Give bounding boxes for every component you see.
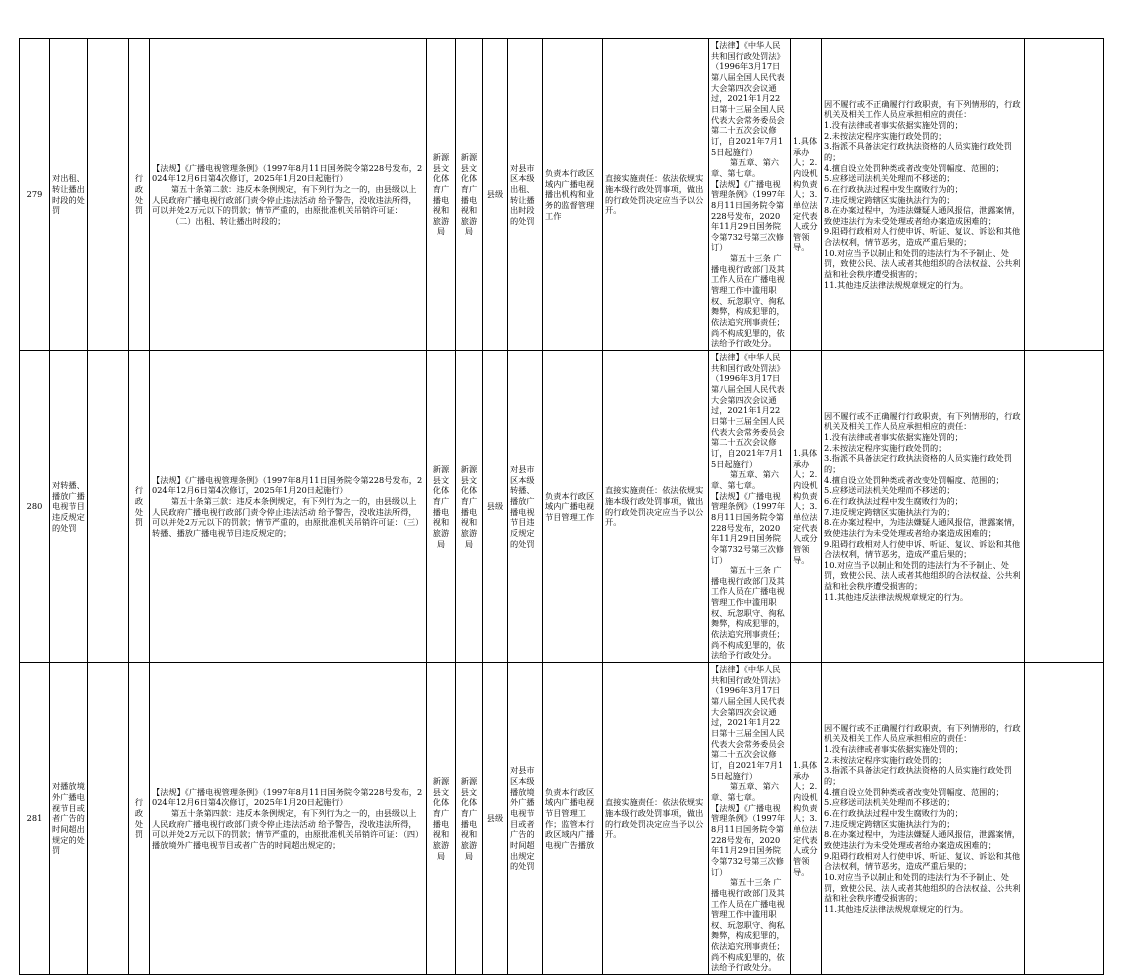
- responsible-subject: 1.具体承办人；2.内设机构负责人；3.单位法定代表人或分管领导。: [791, 39, 822, 351]
- item-type: 行政处罚: [129, 663, 150, 975]
- accountability-item: 7.违反规定跨辖区实施执法行为的；: [824, 818, 955, 829]
- accountability-item: 3.指派不具备法定行政执法资格的人员实施行政处罚的；: [824, 453, 1012, 474]
- accountability-item: 8.在办案过程中，为违法嫌疑人通风报信，泄露案情，致使违法行为未受处理或者给办案造成困难的；: [824, 205, 1021, 226]
- implementing-department: 新源县文化体育广播电视和旅游局: [456, 663, 483, 975]
- administrative-level: 县级: [483, 39, 508, 351]
- accountability-item: 11.其他违反法律法规规章规定的行为。: [824, 591, 969, 602]
- accountability-situations: [822, 663, 1025, 975]
- accountability-item: 2.未按法定程序实施行政处罚的；: [824, 754, 947, 765]
- law-paragraph: 【法律】《中华人民共和国行政处罚法》（1996年3月17日第八届全国人民代表大会第四次会议通过，2021年1月22日第十三届全国人民代表大会常务委员会第二十五次会议修订，自2021年7月15日起施行）: [711, 40, 785, 157]
- accountability-item: 因不履行或不正确履行行政职责，有下列情形的，行政机关及相关工作人员应承担相应的责任：: [824, 98, 1021, 120]
- accountability-law: [709, 663, 791, 975]
- duty-description: 负责本行政区域内广播电视节目管理工作；监管本行政区域内广播电视广告播放: [543, 663, 603, 975]
- accountability-item: 6.在行政执法过程中发生腐败行为的；: [824, 495, 963, 506]
- legal-basis: [150, 663, 427, 975]
- accountability-item: 1.没有法律或者事实依据实施处罚的；: [824, 743, 963, 754]
- responsibility-content: 直接实施责任：依法依规实施本级行政处罚事项，做出的行政处罚决定应当予以公开。: [603, 39, 709, 351]
- table-row: [20, 663, 1104, 975]
- accountability-item: 7.违反规定跨辖区实施执法行为的；: [824, 194, 955, 205]
- accountability-item: 10.对应当予以制止和处罚的违法行为不予制止、处罚，致使公民、法人或者其他组织的合法权益、公共利益和社会秩序遭受损害的；: [824, 247, 1021, 280]
- responsible-department: 新源县文化体育广播电视和旅游局: [427, 351, 456, 663]
- accountability-situations: [822, 351, 1025, 663]
- duty-description: 负责本行政区域内广播电视播出机构和业务的监督管理工作: [543, 39, 603, 351]
- item-name: 对播放境外广播电视节目或者广告的时间超出规定的处罚: [50, 663, 88, 975]
- accountability-item: 3.指派不具备法定行政执法资格的人员实施行政处罚的；: [824, 141, 1012, 162]
- accountability-item: 9.阻碍行政相对人行使申诉、听证、复议、诉讼和其他合法权利，情节恶劣，造成严重后果的；: [824, 226, 1021, 248]
- law-paragraph: 【法律】《中华人民共和国行政处罚法》（1996年3月17日第八届全国人民代表大会第四次会议通过，2021年1月22日第十三届全国人民代表大会常务委员会第二十五次会议修订，自2021年7月15日起施行）: [711, 664, 785, 781]
- accountability-item: 因不履行或不正确履行行政职责，有下列情形的，行政机关及相关工作人员应承担相应的责任：: [824, 722, 1021, 744]
- law-paragraph: 【法规】《广播电视管理条例》（1997年8月11日国务院令第228号发布，2020年11月29日国务院令第732号第三次修订）: [711, 802, 786, 877]
- legal-basis-item: （二）出租、转让播出时段的；: [170, 215, 286, 226]
- accountability-item: 6.在行政执法过程中发生腐败行为的；: [824, 183, 963, 194]
- item-number: 280: [20, 351, 50, 663]
- table-row: [20, 39, 1104, 351]
- accountability-item: 2.未按法定程序实施行政处罚的；: [824, 442, 947, 453]
- accountability-item: 4.擅自设立处罚种类或者改变处罚幅度、范围的；: [824, 786, 1004, 797]
- accountability-item: 8.在办案过程中，为违法嫌疑人通风报信，泄露案情，致使违法行为未受处理或者给办案造成困难的；: [824, 517, 1021, 538]
- implementation-scope: 对县市区本级出租、转让播出时段的处罚: [508, 39, 543, 351]
- law-paragraph: 第五章、第六章、第七章。: [711, 157, 779, 178]
- accountability-item: 1.没有法律或者事实依据实施处罚的；: [824, 431, 963, 442]
- law-paragraph: 【法规】《广播电视管理条例》（1997年8月11日国务院令第228号发布，2020年11月29日国务院令第732号第三次修订）: [711, 178, 786, 253]
- item-name: 对转播、播放广播电视节目违反规定的处罚: [50, 351, 88, 663]
- accountability-item: 11.其他违反法律法规规章规定的行为。: [824, 279, 969, 290]
- legal-basis-head: 【法规】《广播电视管理条例》（1997年8月11日国务院令第228号发布，2024年12月6日第4次修订，2025年1月20日起施行）: [152, 162, 423, 184]
- item-number: 281: [20, 663, 50, 975]
- item-number: 279: [20, 39, 50, 351]
- accountability-item: 5.应移送司法机关处理而不移送的；: [824, 173, 955, 184]
- responsible-subject: 1.具体承办人；2.内设机构负责人；3.单位法定代表人或分管领导。: [791, 351, 822, 663]
- accountability-item: 8.在办案过程中，为违法嫌疑人通风报信，泄露案情，致使违法行为未受处理或者给办案造成困难的；: [824, 829, 1021, 850]
- implementing-department: 新源县文化体育广播电视和旅游局: [456, 351, 483, 663]
- accountability-item: 7.违反规定跨辖区实施执法行为的；: [824, 506, 955, 517]
- accountability-item: 因不履行或不正确履行行政职责，有下列情形的，行政机关及相关工作人员应承担相应的责任：: [824, 410, 1021, 432]
- accountability-item: 9.阻碍行政相对人行使申诉、听证、复议、诉讼和其他合法权利，情节恶劣，造成严重后果的；: [824, 850, 1021, 872]
- administrative-level: 县级: [483, 351, 508, 663]
- accountability-item: 2.未按法定程序实施行政处罚的；: [824, 130, 947, 141]
- empty-cell: [88, 351, 129, 663]
- legal-basis: [150, 39, 427, 351]
- accountability-item: 6.在行政执法过程中发生腐败行为的；: [824, 807, 963, 818]
- item-type: 行政处罚: [129, 39, 150, 351]
- accountability-item: 5.应移送司法机关处理而不移送的；: [824, 797, 955, 808]
- accountability-item: 1.没有法律或者事实依据实施处罚的；: [824, 119, 963, 130]
- legal-basis-head: 【法规】《广播电视管理条例》（1997年8月11日国务院令第228号发布，2024年12月6日第4次修订，2025年1月20日起施行）: [152, 474, 423, 496]
- accountability-law: [709, 39, 791, 351]
- accountability-item: 4.擅自设立处罚种类或者改变处罚幅度、范围的；: [824, 474, 1004, 485]
- empty-cell: [1025, 663, 1104, 975]
- empty-cell: [88, 39, 129, 351]
- accountability-item: 11.其他违反法律法规规章规定的行为。: [824, 903, 969, 914]
- enforcement-list-table: [19, 38, 1104, 975]
- empty-cell: [1025, 39, 1104, 351]
- legal-basis: [150, 351, 427, 663]
- legal-basis-article: 第五十条第四款：违反本条例规定，有下列行为之一的，由县级以上人民政府广播电视行政部门责令停止违法活动 给予警告，没收违法所得，可以并处2万元以下的罚款；情节严重的，由原批准机关吊销许可证：（四）播放境外广播电视节目或者广告的时间超出规定的；: [152, 807, 424, 850]
- law-paragraph: 【法规】《广播电视管理条例》（1997年8月11日国务院令第228号发布，2020年11月29日国务院令第732号第三次修订）: [711, 490, 786, 565]
- accountability-item: 3.指派不具备法定行政执法资格的人员实施行政处罚的；: [824, 765, 1012, 786]
- implementing-department: 新源县文化体育广播电视和旅游局: [456, 39, 483, 351]
- responsible-department: 新源县文化体育广播电视和旅游局: [427, 39, 456, 351]
- table-body: [20, 39, 1104, 975]
- accountability-item: 10.对应当予以制止和处罚的违法行为不予制止、处罚，致使公民、法人或者其他组织的合法权益、公共利益和社会秩序遭受损害的；: [824, 559, 1021, 592]
- accountability-situations: [822, 39, 1025, 351]
- law-paragraph: 【法律】《中华人民共和国行政处罚法》（1996年3月17日第八届全国人民代表大会第四次会议通过，2021年1月22日第十三届全国人民代表大会常务委员会第二十五次会议修订，自2021年7月15日起施行）: [711, 352, 785, 469]
- empty-cell: [88, 663, 129, 975]
- implementation-scope: 对县市区本级播放境外广播电视节目或者广告的时间超出规定的处罚: [508, 663, 543, 975]
- law-paragraph: 第五十三条 广播电视行政部门及其工作人员在广播电视管理工作中滥用职权、玩忽职守、徇私舞弊，构成犯罪的，依法追究刑事责任；尚不构成犯罪的，依法给予行政处分。: [711, 253, 785, 349]
- law-paragraph: 第五章、第六章、第七章。: [711, 469, 779, 490]
- implementation-scope: 对县市区本级转播、播放广播电视节目违反规定的处罚: [508, 351, 543, 663]
- duty-description: 负责本行政区域内广播电视节目管理工作: [543, 351, 603, 663]
- accountability-item: 9.阻碍行政相对人行使申诉、听证、复议、诉讼和其他合法权利，情节恶劣，造成严重后果的；: [824, 538, 1021, 560]
- legal-basis-head: 【法规】《广播电视管理条例》（1997年8月11日国务院令第228号发布，2024年12月6日第4次修订，2025年1月20日起施行）: [152, 786, 423, 808]
- responsibility-content: 直接实施责任：依法依规实施本级行政处罚事项，做出的行政处罚决定应当予以公开。: [603, 663, 709, 975]
- accountability-item: 4.擅自设立处罚种类或者改变处罚幅度、范围的；: [824, 162, 1004, 173]
- accountability-item: 10.对应当予以制止和处罚的违法行为不予制止、处罚，致使公民、法人或者其他组织的合法权益、公共利益和社会秩序遭受损害的；: [824, 871, 1021, 904]
- legal-basis-article: 第五十条第二款：违反本条例规定，有下列行为之一的，由县级以上人民政府广播电视行政部门责令停止违法活动 给予警告，没收违法所得，可以并处2万元以下的罚款；情节严重的，由原批准机关吊销许可证：: [152, 183, 417, 216]
- item-type: 行政处罚: [129, 351, 150, 663]
- empty-cell: [1025, 351, 1104, 663]
- law-paragraph: 第五十三条 广播电视行政部门及其工作人员在广播电视管理工作中滥用职权、玩忽职守、徇私舞弊，构成犯罪的，依法追究刑事责任；尚不构成犯罪的，依法给予行政处分。: [711, 877, 785, 973]
- responsibility-content: 直接实施责任：依法依规实施本级行政处罚事项，做出的行政处罚决定应当予以公开。: [603, 351, 709, 663]
- legal-basis-article: 第五十条第三款：违反本条例规定，有下列行为之一的，由县级以上人民政府广播电视行政部门责令停止违法活动 给予警告，没收违法所得，可以并处2万元以下的罚款；情节严重的，由原批准机关吊销许可证：（三）转播、播放广播电视节目违反规定的；: [152, 495, 424, 538]
- law-paragraph: 第五十三条 广播电视行政部门及其工作人员在广播电视管理工作中滥用职权、玩忽职守、徇私舞弊，构成犯罪的，依法追究刑事责任；尚不构成犯罪的，依法给予行政处分。: [711, 565, 785, 661]
- accountability-law: [709, 351, 791, 663]
- law-paragraph: 第五章、第六章、第七章。: [711, 781, 779, 802]
- administrative-level: 县级: [483, 663, 508, 975]
- item-name: 对出租、转让播出时段的处罚: [50, 39, 88, 351]
- responsible-department: 新源县文化体育广播电视和旅游局: [427, 663, 456, 975]
- table-row: [20, 351, 1104, 663]
- accountability-item: 5.应移送司法机关处理而不移送的；: [824, 485, 955, 496]
- responsible-subject: 1.具体承办人；2.内设机构负责人；3.单位法定代表人或分管领导。: [791, 663, 822, 975]
